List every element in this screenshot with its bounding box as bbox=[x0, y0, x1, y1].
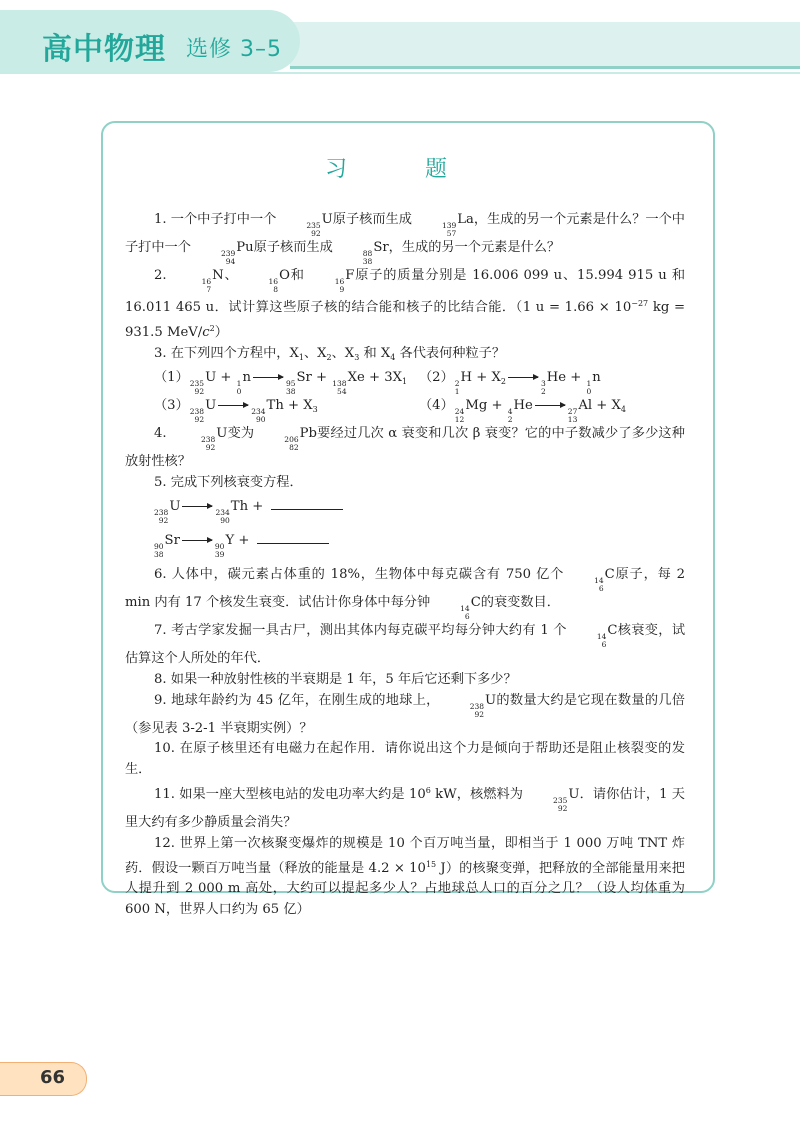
book-title: 高中物理 bbox=[42, 32, 166, 67]
arrow-icon bbox=[535, 405, 565, 406]
header-rule-lower bbox=[0, 72, 800, 74]
problem-12: 12. 世界上第一次核聚变爆炸的规模是 10 个百万吨当量，即相当于 1 000 万吨 TNT 炸药．假设一颗百万吨当量（释放的能量是 $4.2 \times 10^{15}$ J）的核聚变弹，把释放的全部能量用来把人提升到 2 000 m 高处，大约可以提起多少人？占地球总人口的百分之几？（设人均体重为 600 N，世界人口约为 65 亿） bbox=[125, 835, 685, 918]
equation-row-2 bbox=[125, 396, 685, 424]
problem-4: 4. 238 92 U变为 206 82 Pb要经过几次 α 衰变和几次 β 衰变？它的中子数减少了多少这种放射性核？ bbox=[125, 426, 685, 470]
problem-6: 6. 人体中，碳元素占体重的 18%，生物体中每克碳含有 750 亿个 14 6 C原子，每 2 min 内有 17 个核发生衰变．试估计你身体中每分钟 14 6 C的衰变数目． bbox=[125, 566, 685, 621]
nuclide-Pu239: 239 94 bbox=[220, 249, 236, 266]
problem-10: 10. 在原子核里还有电磁力在起作用．请你说出这个力是倾向于帮助还是阻止核裂变的发生． bbox=[125, 741, 685, 778]
answer-blank[interactable] bbox=[271, 509, 343, 510]
problem-11: 11. 如果一座大型核电站的发电功率大约是 $10^6$ kW，核燃料为 235 92 U．请你估计，1 天里大约有多少静质量会消失？ bbox=[125, 785, 685, 830]
nuclide-O16: 16 8 bbox=[268, 277, 279, 294]
arrow-icon bbox=[508, 377, 538, 378]
arrow-icon bbox=[253, 377, 283, 378]
header-strip bbox=[290, 22, 800, 66]
page-header bbox=[0, 0, 800, 90]
decay-equation-2: 90 38 Sr 90 39 Y + bbox=[153, 531, 685, 559]
section-title: 习 题 bbox=[324, 157, 475, 182]
nuclide-La139: 139 57 bbox=[441, 221, 457, 238]
problem-2: 2. 16 7 N、 16 8 O和 16 9 F原子的质量分别是 16.006 099 u、15.994 915 u 和 16.011 465 u．试计算这些原子核的结合能和核子的比结合能．（1 $u = 1.66 \times 10^{-27}$ kg = 931.5 MeV/$c^2$） bbox=[125, 268, 686, 340]
nuclide-Sr88: 88 38 bbox=[362, 249, 373, 266]
problem-7: 7. 考古学家发掘一具古尸，测出其体内每克碳平均每分钟大约有 1 个 14 6 C核衰变，试估算这个人所处的年代． bbox=[125, 622, 686, 666]
arrow-icon bbox=[182, 540, 212, 541]
nuclide-F16: 16 9 bbox=[334, 277, 345, 294]
decay-equation-1: 238 92 U 234 90 Th + bbox=[153, 497, 685, 525]
equation-2: （2） 2 1 $H + X_2$ 3 2 He + 1 0 n bbox=[419, 370, 601, 397]
arrow-icon bbox=[218, 405, 248, 406]
equation-row-1 bbox=[125, 368, 685, 396]
volume-label: 选修 3–5 bbox=[186, 37, 282, 62]
nuclide-N16: 16 7 bbox=[201, 277, 212, 294]
equation-4: （4） 24 12 Mg + 4 2 He 27 13 $Al + X_4$ bbox=[419, 398, 627, 425]
problem-3: 3. 在下列四个方程中，$X_1$、$X_2$、$X_3$ 和 $X_4$ 各代表何种粒子？ bbox=[154, 345, 506, 362]
exercise-body bbox=[125, 210, 685, 921]
problem-5: 5. 完成下列核衰变方程． bbox=[154, 475, 303, 491]
equation-3: （3） 238 92 U 234 90 $Th + X_3$ bbox=[154, 398, 318, 425]
nuclide-U235: 235 92 bbox=[306, 221, 321, 238]
arrow-icon bbox=[182, 506, 212, 507]
answer-blank[interactable] bbox=[257, 543, 329, 544]
header-rule bbox=[290, 66, 800, 69]
equation-1: （1） 235 92 U + 1 0 n 95 38 Sr + 138 54 $Xe + 3X_1$ bbox=[154, 370, 408, 397]
problem-9: 9. 地球年龄约为 45 亿年，在刚生成的地球上， 238 92 U的数量大约是它现在数量的几倍（参见表 3-2-1 半衰期实例）？ bbox=[125, 692, 685, 736]
page-number: 66 bbox=[40, 1067, 66, 1088]
problem-8: 8. 如果一种放射性核的半衰期是 1 年，5 年后它还剩下多少？ bbox=[154, 671, 517, 687]
problem-1: 1. 一个中子打中一个 235 92 U原子核而生成 139 57 La，生成的另一个元素是什么？一个中子打中一个 239 94 Pu原子核而生成 88 38 Sr，生成的另一个元素是什么？ bbox=[125, 212, 685, 266]
